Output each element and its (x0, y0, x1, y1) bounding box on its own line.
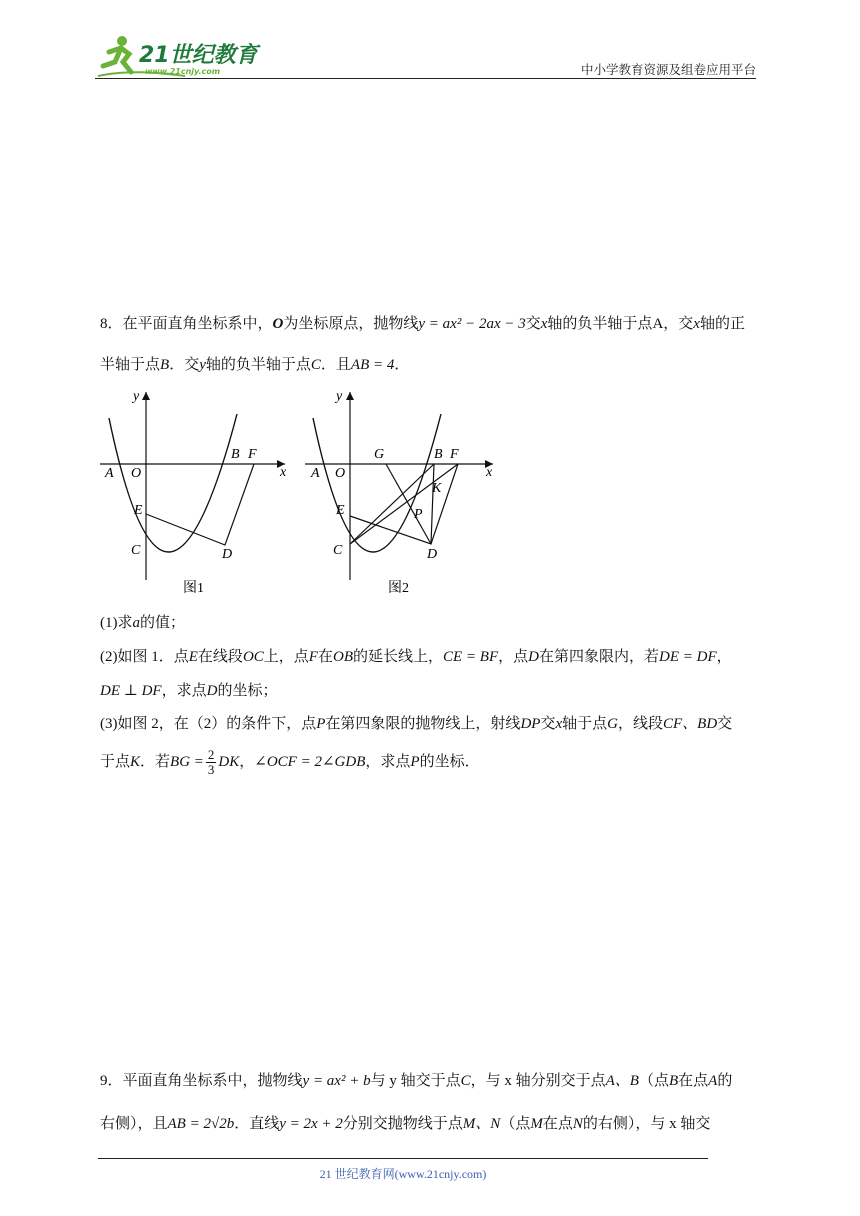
figure-2 (305, 389, 493, 596)
text: 的延长线上， (352, 649, 443, 665)
fig2-label-A: A (311, 466, 320, 481)
math-P: P (410, 753, 420, 770)
text: ， (239, 753, 255, 770)
fig1-label-E: E (134, 503, 143, 518)
fig1-label-x: x (280, 465, 287, 480)
fig2-label-D: D (427, 547, 438, 562)
q8-part-2-line-2 (100, 681, 765, 701)
math-DP: DP (520, 716, 541, 732)
math-E: E (188, 649, 198, 665)
text: 交 (525, 316, 541, 332)
math-K: K (130, 753, 141, 770)
text: 为坐标原点，抛物线 (283, 316, 419, 332)
math-OC: OC (242, 649, 264, 665)
text: 于点 (100, 753, 131, 770)
fig2-label-G: G (374, 447, 385, 462)
q8-line-2 (100, 355, 765, 375)
text: 的值； (140, 615, 186, 631)
math-O: O (272, 316, 284, 332)
text: 的右侧），与 x 轴交 (582, 1116, 711, 1132)
math-OB: OB (332, 649, 353, 665)
q9-line-2 (100, 1114, 765, 1134)
math-DK: DK (218, 753, 240, 770)
text: 轴的负半轴于点 (205, 357, 311, 373)
text: 与 y 轴交于点 (370, 1073, 461, 1089)
math-D: D (528, 649, 539, 665)
fig2-label-E: E (336, 503, 345, 518)
text: 在平面直角坐标系中， (122, 316, 273, 332)
math-A: A (708, 1073, 718, 1089)
math-CEBF: CE = BF (443, 649, 499, 665)
math-C: C (460, 1073, 471, 1089)
math-MN: M、N (462, 1116, 501, 1132)
math-M: M (530, 1116, 543, 1132)
fig2-label-B: B (434, 447, 443, 462)
footer-link[interactable]: 21 世纪教育网(www.21cnjy.com) (319, 1167, 487, 1181)
parabola-eq: y = ax² − 2ax − 3 (418, 316, 526, 332)
text: 的坐标； (217, 683, 278, 699)
text: ． (394, 357, 410, 373)
logo-main-text: 21世纪教育 (139, 43, 258, 68)
text: (2)如图 1．点 (100, 649, 189, 665)
text: ，求点 (365, 753, 411, 770)
math-AB-length: AB = 2√2b (167, 1116, 235, 1132)
fraction-2-3 (206, 748, 217, 777)
fig1-label-y: y (133, 389, 140, 404)
fig2-CB (350, 464, 434, 544)
math-B: B (668, 1073, 679, 1089)
fig2-label-F: F (450, 447, 459, 462)
text: 在线段 (197, 649, 243, 665)
text: 在 (317, 649, 333, 665)
math-AB-points: A、B (605, 1073, 639, 1089)
text: 轴的负半轴于点 (547, 316, 653, 332)
text: 半轴于点 (100, 357, 161, 373)
fig2-parabola (313, 414, 441, 552)
text: (1)求 (100, 615, 133, 631)
q8-part-3-line-1 (100, 714, 765, 734)
text: 在第四象限的抛物线上，射线 (325, 716, 521, 732)
fig1-label-C: C (131, 543, 141, 558)
q9-number: 9． (100, 1073, 123, 1089)
text: ，求点 (161, 683, 207, 699)
q8-line-1 (100, 314, 765, 334)
fig2-label-O: O (335, 466, 346, 481)
fig2-CF (350, 464, 458, 544)
fig1-segments (146, 464, 254, 545)
text: ，点 (498, 649, 529, 665)
fig2-label-P: P (414, 507, 423, 522)
frac-num: 2 (207, 747, 215, 762)
math-a: a (132, 615, 140, 631)
logo (95, 32, 265, 80)
text: 的 (717, 1073, 733, 1089)
text: 在点 (678, 1073, 709, 1089)
fig1-caption: 图1 (183, 581, 204, 596)
math-x: x (540, 316, 548, 332)
q8-part-2-line-1 (100, 647, 765, 667)
text: ．直线 (234, 1116, 280, 1132)
text: 分别交抛物线于点 (342, 1116, 463, 1132)
fig1-label-B: B (231, 447, 240, 462)
text: 上，点 (263, 649, 309, 665)
text: ．且 (320, 357, 351, 373)
fig1-label-D: D (222, 547, 233, 562)
math-G: G (607, 716, 618, 732)
text: ．交 (169, 357, 200, 373)
fig2-y-arrow (346, 392, 354, 400)
fig2-label-y: y (336, 389, 343, 404)
q8-part-3-line-2 (100, 748, 765, 777)
fig1-parabola (109, 414, 237, 552)
math-A: A (652, 316, 664, 332)
fig1-y-arrow (142, 392, 150, 400)
platform-title: 中小学教育资源及组卷应用平台 (580, 62, 756, 77)
math-angle: ∠OCF = 2∠GDB (254, 753, 366, 770)
text: ．若 (140, 753, 171, 770)
fig2-BD (431, 464, 434, 544)
fig2-caption: 图2 (388, 581, 409, 596)
math-x: x (693, 316, 700, 332)
fig1-label-F: F (248, 447, 257, 462)
math-BG: BG = (170, 753, 204, 770)
text: ，与 x 轴分别交于点 (470, 1073, 606, 1089)
text: 轴的正 (699, 316, 745, 332)
text: ，线段 (617, 716, 663, 732)
q9-line-1 (100, 1071, 765, 1091)
figure-1 (100, 389, 287, 596)
math-N: N (572, 1116, 583, 1132)
text: ， (716, 649, 732, 665)
math-B: B (160, 357, 170, 373)
text: 交 (717, 716, 733, 732)
text: (3)如图 2，在（2）的条件下，点 (100, 716, 317, 732)
text: （点 (638, 1073, 669, 1089)
math-D: D (206, 683, 218, 699)
text: （点 (500, 1116, 531, 1132)
math-DEperp: DE ⊥ DF (100, 683, 162, 699)
header-divider (95, 78, 756, 79)
math-y: y (199, 357, 206, 373)
math-P: P (316, 716, 326, 732)
math-AB4: AB = 4 (350, 357, 395, 373)
text: 在第四象限内，若 (538, 649, 659, 665)
figures (95, 388, 505, 598)
fig1-label-O: O (131, 466, 142, 481)
text: 轴于点 (562, 716, 608, 732)
frac-den: 3 (207, 762, 215, 777)
footer-divider (98, 1158, 708, 1159)
math-CF-BD: CF、BD (663, 716, 718, 732)
q8-number: 8． (100, 316, 123, 332)
text: 右侧），且 (100, 1116, 168, 1132)
fig2-label-x: x (486, 465, 493, 480)
q9-line-eq: y = 2x + 2 (279, 1116, 343, 1132)
text: 交 (540, 716, 556, 732)
text: ，交 (663, 316, 694, 332)
math-F: F (308, 649, 318, 665)
logo-sub-text: www.21cnjy.com (145, 67, 221, 76)
math-x: x (555, 716, 563, 732)
q8-part-1 (100, 613, 765, 633)
math-DEDF: DE = DF (659, 649, 717, 665)
fig2-label-C: C (333, 543, 343, 558)
fig2-label-K: K (432, 481, 442, 496)
fig1-label-A: A (105, 466, 114, 481)
text: 在点 (542, 1116, 573, 1132)
text: 平面直角坐标系中，抛物线 (122, 1073, 303, 1089)
q9-parabola-eq: y = ax² + b (302, 1073, 371, 1089)
math-C: C (310, 357, 321, 373)
text: 的坐标． (419, 753, 480, 770)
